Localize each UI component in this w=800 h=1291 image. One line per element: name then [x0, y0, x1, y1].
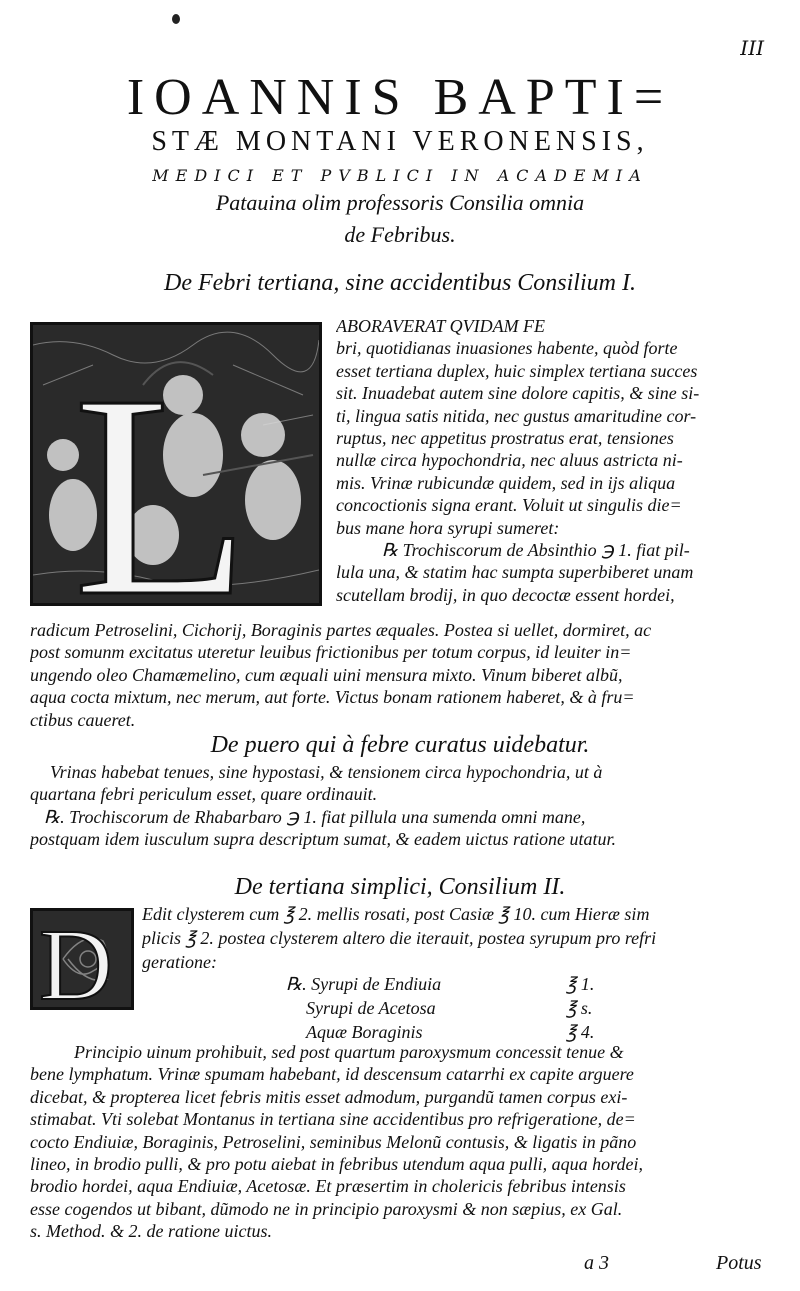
- text-line: nullæ circa hypochondria, nec aluus astricta ni-: [336, 450, 683, 471]
- title-line-1: IOANNIS BAPTI=: [126, 69, 674, 126]
- page-number: III: [740, 36, 764, 60]
- initial-letter-D: D: [39, 911, 113, 1007]
- title-line-4: Patauina olim professoris Consilia omnia: [215, 190, 585, 215]
- decorated-initial-L: [30, 322, 322, 606]
- initial-letter-L: L: [73, 335, 251, 603]
- text-line: s. Method. & 2. de ratione uictus.: [30, 1221, 272, 1242]
- title-line-5: de Febribus.: [344, 222, 456, 247]
- text-line: sit. Inuadebat autem sine dolore capitis, & sine si-: [336, 383, 700, 404]
- text-line: post somunm excitatus uteretur leuibus frictionibus per totum corpus, id leuiter in=: [30, 642, 632, 663]
- title-line-3: MEDICI ET PVBLICI IN ACADEMIA: [152, 166, 648, 185]
- text-line: bus mane hora syrupi sumeret:: [336, 517, 560, 538]
- catchword: Potus: [716, 1252, 762, 1274]
- recipe-quantity: ℥ 1.: [566, 974, 595, 994]
- text-line: cocto Endiuiæ, Boraginis, Petroselini, seminibus Melonũ contusis, & ligatis in pãno: [30, 1131, 637, 1152]
- woodcut-illustration: [33, 325, 319, 603]
- text-line: quartana febri periculum esset, quare ordinauit.: [30, 784, 378, 805]
- text-line: radicum Petroselini, Cichorij, Boraginis partes æquales. Postea si uellet, dormiret, ac: [30, 620, 652, 640]
- text-line: aqua cocta mixtum, nec merum, aut forte. Victus bonam rationem haberet, & à fru=: [30, 687, 635, 708]
- text-line: bene lymphatum. Vrinæ spumam habebant, id descensum catarrhi ex capite arguere: [30, 1064, 634, 1085]
- text-line: ℞. Trochiscorum de Rhabarbaro ℈ 1. fiat pillula una sumenda omni mane,: [44, 806, 586, 827]
- recipe-quantity: ℥ 4.: [566, 1022, 595, 1042]
- section-heading-consilium-2: De tertiana simplici, Consilium II.: [234, 874, 566, 900]
- text-line: ctibus caueret.: [30, 709, 136, 730]
- text-line: ℞ Trochiscorum de Absinthio ℈ 1. fiat pil-: [382, 540, 690, 560]
- text-line: Edit clysterem cum ℥ 2. mellis rosati, post Casiæ ℥ 10. cum Hieræ sim: [142, 904, 650, 924]
- recipe-quantity: ℥ s.: [566, 998, 593, 1018]
- text-line: brodio hordei, aqua Endiuiæ, Acetosæ. Et præsertim in cholericis febribus intensis: [30, 1176, 626, 1197]
- decorated-initial-D: [30, 908, 134, 1010]
- text-line: lula una, & statim hac sumpta superbiberet unam: [336, 562, 694, 583]
- title-line-2: STÆ MONTANI VERONENSIS,: [151, 126, 649, 157]
- text-line: mis. Vrinæ rubicundæ quidem, sed in ijs aliqua: [336, 472, 676, 493]
- text-line: ti, lingua satis nitida, nec gustus amaritudine cor-: [336, 405, 697, 426]
- text-line: ABORAVERAT QVIDAM FE: [336, 316, 546, 336]
- text-line: bri, quotidianas inuasiones habente, quòd forte: [336, 338, 678, 359]
- text-line: concoctionis signa erant. Voluit ut singulis die=: [336, 495, 682, 516]
- text-line: scutellam brodij, in quo decoctæ essent hordei,: [336, 584, 675, 605]
- text-line: ruptus, nec appetitus prostratus erat, tensiones: [336, 428, 674, 448]
- text-line: ungendo oleo Chamæmelino, cum æquali uini mensura mixto. Vinum biberet albũ,: [30, 664, 623, 685]
- text-line: postquam idem iusculum supra descriptum sumat, & eadem uictus ratione utatur.: [30, 829, 616, 850]
- text-line: Vrinas habebat tenues, sine hypostasi, & tensionem circa hypochondria, ut à: [50, 762, 603, 782]
- text-line: lineo, in brodio pulli, & pro potu aiebat in febribus utendum aqua pulli, aqua hordei,: [30, 1154, 643, 1174]
- text-line: plicis ℥ 2. postea clysterem altero die iterauit, postea syrupum pro refri: [142, 928, 657, 948]
- ink-mark: [172, 14, 180, 24]
- foliage-ornament: [33, 911, 131, 1007]
- recipe-ingredient: Aquæ Boraginis: [306, 1022, 423, 1042]
- text-line: geratione:: [142, 952, 217, 972]
- recipe-ingredient: ℞. Syrupi de Endiuia: [286, 974, 442, 994]
- text-line: dicebat, & propterea licet febris mitis esset admodum, purgandũ tamen corpus exi-: [30, 1086, 628, 1107]
- text-line: esset tertiana duplex, huic simplex tertiana succes: [336, 360, 698, 381]
- text-line: Principio uinum prohibuit, sed post quartum paroxysmum concessit tenue &: [74, 1042, 624, 1062]
- section-heading-puero: De puero qui à febre curatus uidebatur.: [210, 732, 590, 758]
- signature-mark: a 3: [584, 1252, 609, 1274]
- recipe-ingredient: Syrupi de Acetosa: [306, 998, 436, 1018]
- section-heading-consilium-1: De Febri tertiana, sine accidentibus Consilium I.: [164, 270, 636, 296]
- text-line: esse cogendos ut bibant, dũmodo ne in principio paroxysmi & non sæpius, ex Gal.: [30, 1198, 623, 1219]
- text-line: stimabat. Vti solebat Montanus in tertiana sine accidentibus pro refrigeratione, de=: [30, 1109, 636, 1130]
